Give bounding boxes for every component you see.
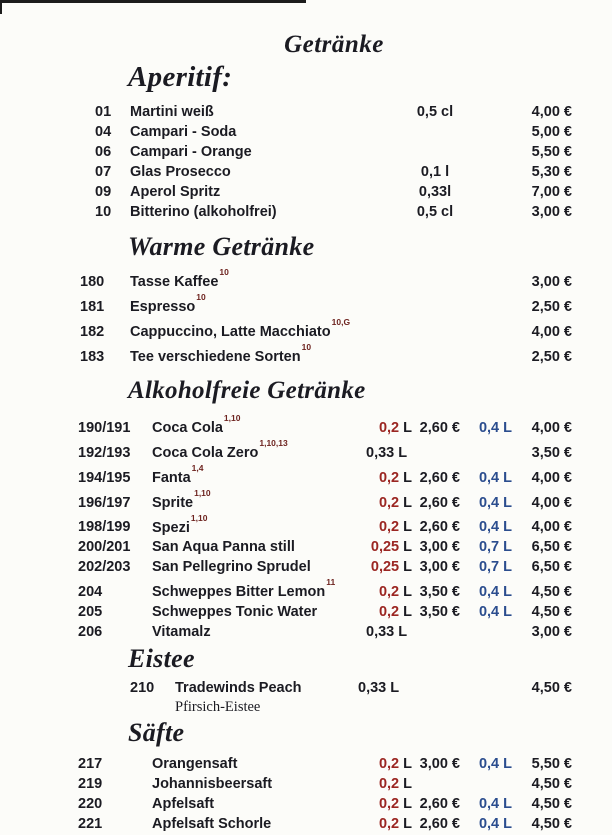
size-small-value: 0,2 — [378, 420, 400, 437]
item-size-small — [362, 468, 412, 488]
item-name: Espresso$^{10}$ — [130, 292, 206, 315]
item-price: 2,50 € — [531, 348, 572, 365]
item-size-large: 0,4 L — [478, 519, 512, 536]
item-price-small: 3,00 € — [419, 539, 460, 556]
size-small-unit: L — [399, 756, 412, 773]
item-price-small: 3,00 € — [419, 756, 460, 773]
item-number: 221 — [78, 816, 103, 833]
item-number: 180 — [80, 274, 105, 291]
menu-item-row — [80, 292, 572, 317]
size-small-value: 0,2 — [378, 519, 400, 536]
size-small-value: 0,2 — [378, 469, 400, 486]
item-list — [0, 754, 612, 834]
section-eistee — [0, 644, 612, 717]
menu-item-row — [95, 102, 572, 122]
footnote-superscript: 11 — [326, 577, 336, 588]
item-name: Johannisbeersaft — [152, 776, 273, 793]
item-list — [0, 102, 612, 222]
item-size-small — [362, 814, 412, 834]
footnote-superscript: 1,10 — [190, 512, 208, 523]
item-size-large: 0,4 L — [478, 420, 512, 437]
item-size-large: 0,4 L — [478, 494, 512, 511]
item-name: Coca Cola Zero$^{1,10,13}$ — [152, 438, 288, 461]
size-small-unit: L — [399, 816, 412, 833]
menu-item-row — [95, 122, 572, 142]
item-price-large: 4,00 € — [531, 469, 572, 486]
item-price-large: 4,00 € — [531, 420, 572, 437]
item-size-small — [362, 774, 412, 794]
item-name: Glas Prosecco — [130, 164, 231, 181]
item-price-large: 4,00 € — [531, 494, 572, 511]
item-volume: 0,33 L — [366, 444, 408, 461]
item-price-large: 6,50 € — [531, 539, 572, 556]
item-size: 0,5 cl — [416, 104, 454, 121]
menu-item-row — [78, 754, 572, 774]
size-small-unit: L — [399, 494, 412, 511]
item-size-large: 0,4 L — [478, 816, 512, 833]
item-number: 04 — [95, 124, 112, 141]
item-name: Schweppes Bitter Lemon$^{11}$ — [152, 577, 336, 601]
size-small-value: 0,2 — [378, 494, 400, 511]
size-small-unit: L — [399, 519, 412, 536]
item-price-small: 2,60 € — [419, 816, 460, 833]
size-small-value: 0,25 — [370, 539, 400, 556]
item-list — [0, 267, 612, 366]
size-small-value: 0,25 — [370, 559, 400, 576]
menu-item-row — [78, 557, 572, 577]
item-number: 09 — [95, 184, 112, 201]
size-small-unit: L — [399, 539, 412, 556]
size-small-unit: L — [399, 604, 412, 621]
section-aperitif — [0, 61, 612, 222]
footnote-superscript: 1,4 — [191, 462, 204, 473]
size-small-value: 0,2 — [378, 756, 400, 773]
item-number: 206 — [78, 624, 103, 641]
item-name: Tasse Kaffee$^{10}$ — [130, 267, 229, 291]
item-size: 0,5 cl — [416, 204, 454, 221]
item-name: Tee verschiedene Sorten$^{10}$ — [130, 341, 312, 365]
item-name: Orangensaft — [152, 756, 238, 773]
menu-item-row — [78, 577, 572, 602]
item-size-large: 0,4 L — [478, 469, 512, 486]
item-price: 7,00 € — [531, 184, 572, 201]
section-alkoholfreie-getraenke — [0, 377, 612, 643]
section-saefte — [0, 718, 612, 834]
menu-item-row — [78, 488, 572, 513]
size-small-value: 0,2 — [378, 776, 400, 793]
item-price-large: 4,50 € — [531, 816, 572, 833]
item-name: Spezi$^{1,10}$ — [152, 512, 208, 536]
item-size-small — [362, 418, 412, 438]
item-size-large: 0,4 L — [478, 584, 512, 601]
item-list — [0, 413, 612, 642]
item-number: 192/193 — [78, 444, 131, 461]
item-price: 4,00 € — [531, 323, 572, 340]
menu-item-row — [78, 513, 572, 538]
item-number: 183 — [80, 348, 105, 365]
size-small-value: 0,2 — [378, 796, 400, 813]
menu-item-row — [95, 202, 572, 222]
menu-item-row — [78, 622, 572, 642]
section-heading: Aperitif: — [128, 61, 233, 93]
item-number: 219 — [78, 776, 103, 793]
size-small-value: 0,2 — [378, 816, 400, 833]
item-price-large: 4,00 € — [531, 519, 572, 536]
item-name: San Pellegrino Sprudel — [152, 559, 311, 576]
menu-item-row — [78, 413, 572, 438]
item-price: 3,00 € — [531, 274, 572, 291]
item-name: Vitamalz — [152, 624, 211, 641]
item-name: Apfelsaft Schorle — [152, 816, 272, 833]
item-name: Campari - Orange — [130, 144, 252, 161]
item-number: 198/199 — [78, 519, 131, 536]
item-number: 196/197 — [78, 494, 131, 511]
menu-item-row — [95, 142, 572, 162]
footnote-superscript: 1,10 — [194, 487, 211, 498]
item-number: 10 — [95, 204, 112, 221]
item-number: 210 — [130, 680, 155, 697]
item-price-large: 3,50 € — [531, 444, 572, 461]
item-price-large: 6,50 € — [531, 559, 572, 576]
item-volume: 0,33 L — [358, 680, 400, 697]
size-small-unit: L — [399, 559, 412, 576]
item-size-small — [362, 754, 412, 774]
item-number: 220 — [78, 796, 103, 813]
item-size-large: 0,7 L — [478, 539, 512, 556]
item-name: Cappuccino, Latte Macchiato$^{10,G}$ — [130, 316, 351, 340]
item-name: Aperol Spritz — [130, 184, 221, 201]
section-heading: Säfte — [128, 718, 185, 748]
menu-item-row — [78, 602, 572, 622]
size-small-unit: L — [399, 796, 412, 813]
footnote-superscript: 10 — [301, 341, 312, 352]
item-size: 0,1 l — [420, 164, 450, 181]
item-price-large: 4,50 € — [531, 584, 572, 601]
footnote-superscript: 1,10,13 — [259, 438, 288, 449]
size-small-unit: L — [399, 420, 412, 437]
item-price-small: 2,60 € — [419, 469, 460, 486]
scan-edge-artifact-top — [0, 0, 306, 3]
section-heading: Alkoholfreie Getränke — [128, 376, 366, 404]
menu-item-row — [95, 162, 572, 182]
item-subtitle: Pfirsich-Eistee — [175, 699, 261, 716]
item-price: 4,00 € — [531, 104, 572, 121]
item-number: 217 — [78, 756, 103, 773]
page-title: Getränke — [284, 31, 384, 58]
size-small-unit: L — [399, 584, 412, 601]
item-number: 194/195 — [78, 469, 131, 486]
item-number: 190/191 — [78, 420, 131, 437]
section-warme-getraenke — [0, 232, 612, 366]
footnote-superscript: 10,G — [331, 316, 351, 327]
item-price-large: 5,50 € — [531, 756, 572, 773]
item-size-small — [362, 794, 412, 814]
item-size-small — [362, 537, 412, 557]
footnote-superscript: 10 — [196, 292, 206, 303]
item-name: Coca Cola$^{1,10}$ — [152, 413, 241, 437]
menu-item-row — [78, 814, 572, 834]
item-price: 2,50 € — [531, 298, 572, 315]
item-size-large: 0,4 L — [478, 604, 512, 621]
item-price: 5,30 € — [531, 164, 572, 181]
item-price: 5,50 € — [531, 144, 572, 161]
section-heading: Warme Getränke — [128, 232, 315, 262]
item-name: Schweppes Tonic Water — [152, 604, 318, 621]
item-price-small: 2,60 € — [419, 796, 460, 813]
item-size-small — [362, 557, 412, 577]
size-small-unit: L — [399, 776, 412, 793]
item-list — [0, 678, 612, 717]
item-size-small — [362, 602, 412, 622]
item-price-small: 3,00 € — [419, 559, 460, 576]
item-name: Campari - Soda — [130, 124, 237, 141]
item-price-small: 2,60 € — [419, 420, 460, 437]
menu-item-row — [78, 774, 572, 794]
item-size-small — [362, 517, 412, 537]
item-volume: 0,33 L — [366, 624, 408, 641]
item-number: 06 — [95, 144, 112, 161]
menu-item-row — [78, 438, 572, 463]
item-size-large: 0,4 L — [478, 796, 512, 813]
item-number: 182 — [80, 323, 105, 340]
footnote-superscript: 10 — [219, 267, 229, 278]
size-small-value: 0,2 — [378, 604, 400, 621]
item-number: 204 — [78, 584, 103, 601]
menu-item-row — [80, 342, 572, 367]
item-name: Martini weiß — [130, 104, 214, 121]
item-size-large: 0,4 L — [478, 756, 512, 773]
item-size-large: 0,7 L — [478, 559, 512, 576]
item-number: 205 — [78, 604, 103, 621]
size-small-value: 0,2 — [378, 584, 400, 601]
menu-item-row — [78, 537, 572, 557]
item-price-large: 3,00 € — [531, 624, 572, 641]
item-number: 01 — [95, 104, 112, 121]
item-price-small: 3,50 € — [419, 584, 460, 601]
item-number: 200/201 — [78, 539, 131, 556]
item-name: Sprite$^{1,10}$ — [152, 487, 211, 511]
item-price-small: 2,60 € — [419, 519, 460, 536]
menu-item-row — [80, 267, 572, 292]
menu-item-row — [130, 678, 572, 698]
item-size: 0,33l — [418, 184, 452, 201]
item-price-large: 4,50 € — [531, 796, 572, 813]
item-price: 5,00 € — [531, 124, 572, 141]
size-small-unit: L — [399, 469, 412, 486]
section-heading: Eistee — [128, 644, 195, 674]
item-name: San Aqua Panna still — [152, 539, 295, 556]
item-price-small: 2,60 € — [419, 494, 460, 511]
item-size-small — [362, 582, 412, 602]
item-number: 181 — [80, 298, 105, 315]
item-price-large: 4,50 € — [531, 776, 572, 793]
menu-item-row — [78, 794, 572, 814]
scan-edge-artifact-left — [0, 0, 2, 14]
item-price-small: 3,50 € — [419, 604, 460, 621]
item-name: Tradewinds Peach — [175, 680, 302, 697]
footnote-superscript: 1,10 — [223, 413, 241, 424]
item-price-large: 4,50 € — [531, 604, 572, 621]
menu-item-row — [80, 317, 572, 342]
item-name: Bitterino (alkoholfrei) — [130, 204, 277, 221]
item-number: 202/203 — [78, 559, 131, 576]
menu-item-row — [78, 463, 572, 488]
item-price: 3,00 € — [531, 204, 572, 221]
item-number: 07 — [95, 164, 112, 181]
item-size-small — [362, 493, 412, 513]
item-name: Fanta$^{1,4}$ — [152, 462, 204, 486]
menu-item-row — [95, 182, 572, 202]
item-price: 4,50 € — [531, 680, 572, 697]
item-name: Apfelsaft — [152, 796, 215, 813]
